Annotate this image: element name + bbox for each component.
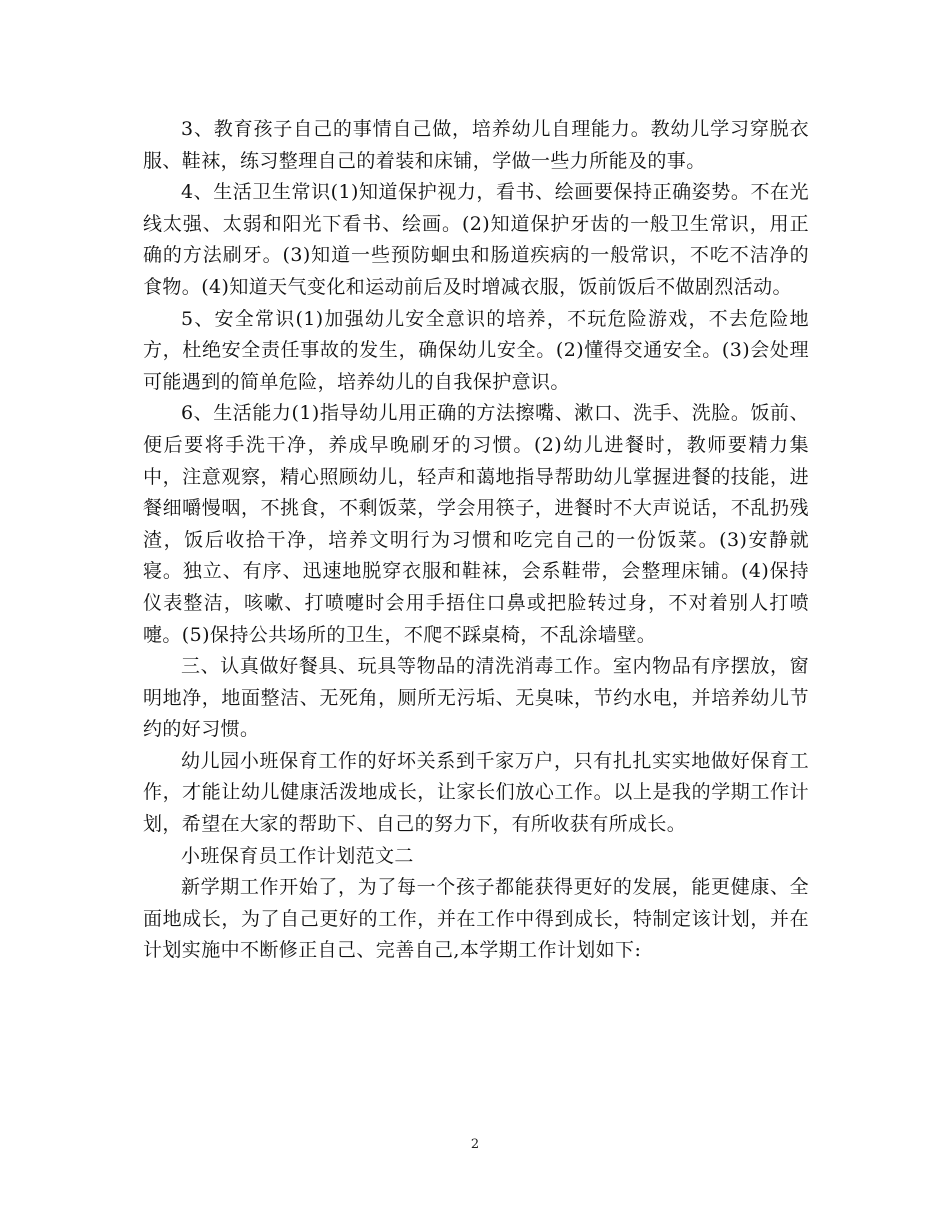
section-heading: 小班保育员工作计划范文二 [181,844,414,867]
paragraph-life-skills: 6、生活能力(1)指导幼儿用正确的方法擦嘴、漱口、洗手、洗脸。饭前、便后要将手洗干净，养成早晚刷牙的习惯。(2)幼儿进餐时，教师要精力集中，注意观察，精心照顾幼儿，轻声和蔼地指导帮助幼儿掌握进餐的技能，进餐细嚼慢咽，不挑食，不剩饭菜，学会用筷子，进餐时不大声说话，不乱扔残渣，饭后收拾干净，培养文明行为习惯和吃完自己的一份饭菜。(3)安静就寝。独立、有序、迅速地脱穿衣服和鞋袜，会系鞋带，会整理床铺。(4)保持仪表整洁，咳嗽、打喷嚏时会用手捂住口鼻或把脸转过身，不对着别人打喷嚏。(5)保持公共场所的卫生，不爬不踩桌椅，不乱涂墙壁。 [143,402,809,646]
paragraph-new-term: 新学期工作开始了，为了每一个孩子都能获得更好的发展，能更健康、全面地成长，为了自己更好的工作，并在工作中得到成长，特制定该计划，并在计划实施中不断修正自己、完善自己,本学期工作计划如下: [143,876,809,962]
paragraph-self-care: 3、教育孩子自己的事情自己做，培养幼儿自理能力。教幼儿学习穿脱衣服、鞋袜，练习整理自己的着装和床铺，学做一些力所能及的事。 [143,118,809,172]
paragraph-conclusion: 幼儿园小班保育工作的好坏关系到千家万户，只有扎扎实实地做好保育工作，才能让幼儿健康活泼地成长，让家长们放心工作。以上是我的学期工作计划，希望在大家的帮助下、自己的努力下，有所收获有所成长。 [143,749,809,836]
paragraph-disinfection: 三、认真做好餐具、玩具等物品的清洗消毒工作。室内物品有序摆放，窗明地净，地面整洁、无死角，厕所无污垢、无臭味，节约水电，并培养幼儿节约的好习惯。 [143,655,809,741]
paragraph-safety: 5、安全常识(1)加强幼儿安全意识的培养，不玩危险游戏，不去危险地方，杜绝安全责任事故的发生，确保幼儿安全。(2)懂得交通安全。(3)会处理可能遇到的简单危险，培养幼儿的自我保护意识。 [143,307,809,393]
document-body [143,114,809,967]
page-number: 2 [470,1137,480,1152]
paragraph-hygiene: 4、生活卫生常识(1)知道保护视力，看书、绘画要保持正确姿势。不在光线太强、太弱和阳光下看书、绘画。(2)知道保护牙齿的一般卫生常识，用正确的方法刷牙。(3)知道一些预防蛔虫和肠道疾病的一般常识，不吃不洁净的食物。(4)知道天气变化和运动前后及时增减衣服，饭前饭后不做剧烈活动。 [143,181,809,298]
